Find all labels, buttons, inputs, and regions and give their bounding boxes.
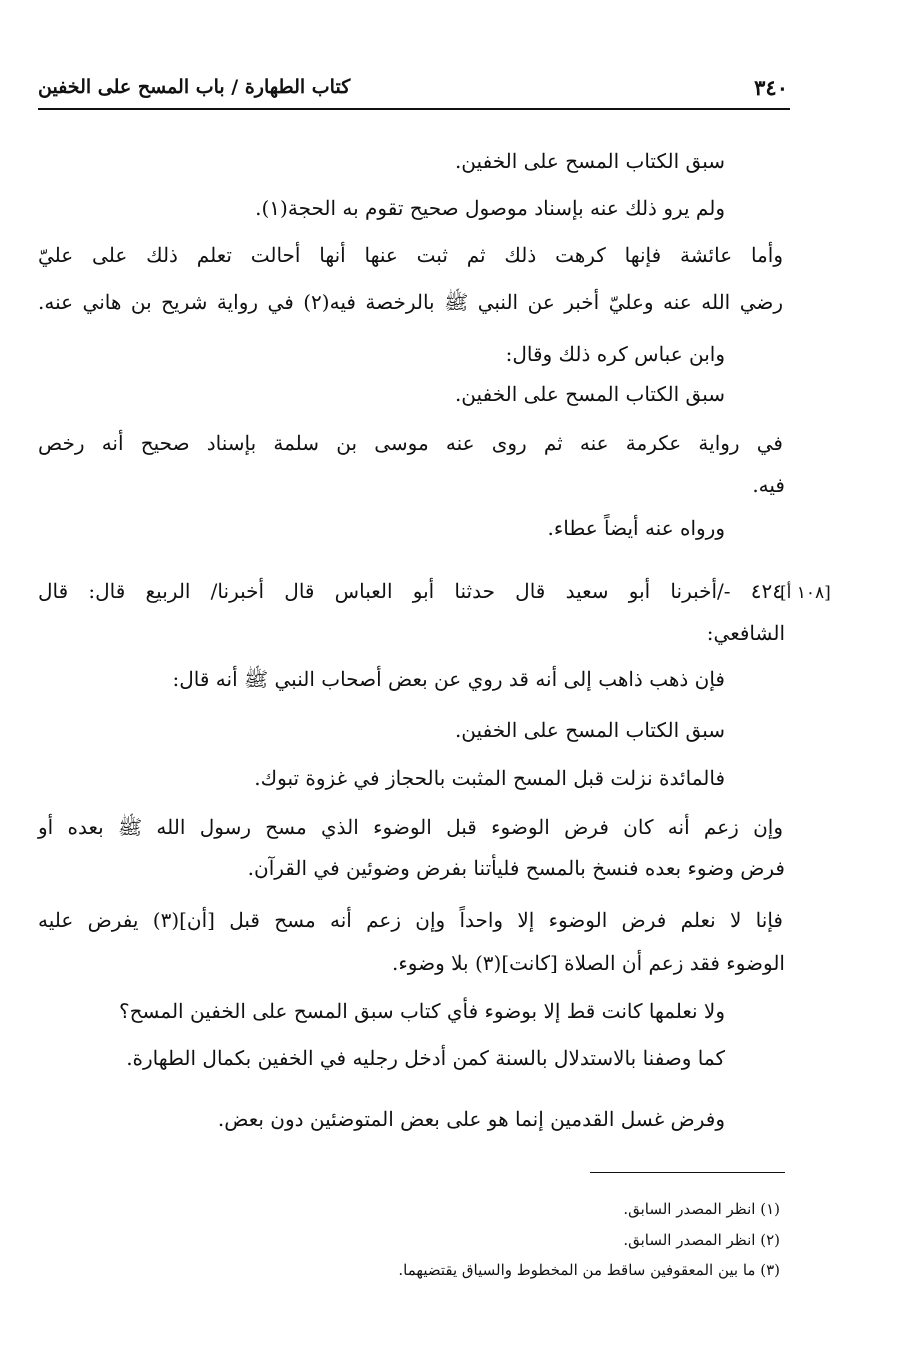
footnote: (١) انظر المصدر السابق. [623,1200,780,1218]
footnote-rule [590,1172,785,1173]
text-line: رضي الله عنه وعليّ أخبر عن النبي ﷺ بالرخصة فيه(٢) في رواية شريح بن هاني عنه. [38,290,784,314]
page-header [38,70,788,104]
running-title: كتاب الطهارة / باب المسح على الخفين [38,76,351,98]
text-line: ولم يرو ذلك عنه بإسناد موصول صحيح تقوم به الحجة(١). [255,196,725,220]
text-line: فالمائدة نزلت قبل المسح المثبت بالحجاز في غزوة تبوك. [254,766,725,790]
text-line: فإن ذهب ذاهب إلى أنه قد روي عن بعض أصحاب النبي ﷺ أنه قال: [172,667,725,691]
text-line: وأما عائشة فإنها كرهت ذلك ثم ثبت عنها أنها أحالت تعلم ذلك على عليّ [38,243,783,267]
text-line: فإنا لا نعلم فرض الوضوء إلا واحداً وإن زعم أنه مسح قبل [أن](٣) يفرض عليه [38,908,783,932]
footnote: (٢) انظر المصدر السابق. [623,1231,780,1249]
footnote: (٣) ما بين المعقوفين ساقط من المخطوط والسياق يقتضيهما. [398,1261,780,1279]
text-line: ورواه عنه أيضاً عطاء. [547,516,725,540]
text-line: سبق الكتاب المسح على الخفين. [454,382,725,406]
text-line: سبق الكتاب المسح على الخفين. [454,718,725,742]
text-line: وإن زعم أنه كان فرض الوضوء قبل الوضوء الذي مسح رسول الله ﷺ بعده أو [38,815,783,839]
header-rule [38,108,790,110]
text-line: ولا نعلمها كانت قط إلا بوضوء فأي كتاب سبق المسح على الخفين المسح؟ [119,999,725,1023]
margin-note: [١٠٨ أ] [780,583,831,603]
text-line: وفرض غسل القدمين إنما هو على بعض المتوضئين دون بعض. [217,1107,725,1131]
text-line: في رواية عكرمة عنه ثم روى عنه موسى بن سلمة بإسناد صحيح أنه رخص [38,431,783,455]
text-line: سبق الكتاب المسح على الخفين. [454,149,725,173]
text-line: كما وصفنا بالاستدلال بالسنة كمن أدخل رجليه في الخفين بكمال الطهارة. [126,1046,725,1070]
text-line: الشافعي: [706,621,785,645]
page-number: ٣٤٠ [754,74,788,100]
text-line: فرض وضوء بعده فنسخ بالمسح فليأتنا بفرض وضوئين في القرآن. [247,856,785,880]
hadith-number-line: ٤٢٤ -/أخبرنا أبو سعيد قال حدثنا أبو العباس قال أخبرنا/ الربيع قال: قال [38,579,783,603]
text-line: فيه. [752,473,785,497]
text-line: الوضوء فقد زعم أن الصلاة [كانت](٣) بلا وضوء. [392,951,785,975]
text-line: وابن عباس كره ذلك وقال: [505,342,725,366]
